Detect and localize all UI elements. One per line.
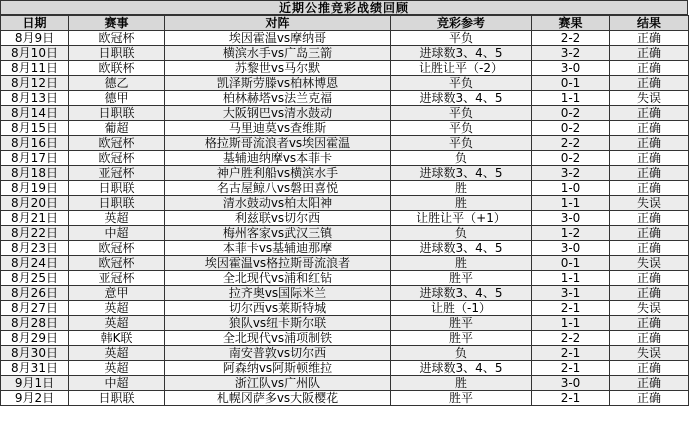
date-cell: 8月10日 xyxy=(1,46,69,61)
event-cell: 葡超 xyxy=(69,121,165,136)
date-cell: 8月25日 xyxy=(1,271,69,286)
outcome-cell: 正确 xyxy=(610,121,689,136)
match-cell: 名古屋鲸八vs磐田喜悦 xyxy=(165,181,391,196)
reference-cell: 平负 xyxy=(391,121,532,136)
outcome-cell: 正确 xyxy=(610,61,689,76)
event-cell: 欧联杯 xyxy=(69,61,165,76)
match-cell: 基辅迪纳摩vs本菲卡 xyxy=(165,151,391,166)
score-cell: 3-0 xyxy=(532,211,610,226)
reference-cell: 平负 xyxy=(391,136,532,151)
date-cell: 8月17日 xyxy=(1,151,69,166)
match-cell: 浙江队vs广州队 xyxy=(165,376,391,391)
table-row xyxy=(1,376,689,391)
score-cell: 1-1 xyxy=(532,91,610,106)
header-score: 赛果 xyxy=(532,16,610,31)
score-cell: 1-1 xyxy=(532,271,610,286)
match-cell: 梅州客家vs武汉三镇 xyxy=(165,226,391,241)
match-cell: 阿森纳vs阿斯顿维拉 xyxy=(165,361,391,376)
score-cell: 1-1 xyxy=(532,196,610,211)
date-cell: 8月20日 xyxy=(1,196,69,211)
reference-cell: 让胜让平（+1） xyxy=(391,211,532,226)
score-cell: 2-1 xyxy=(532,301,610,316)
reference-cell: 胜平 xyxy=(391,391,532,406)
reference-cell: 平负 xyxy=(391,106,532,121)
table-row xyxy=(1,181,689,196)
event-cell: 英超 xyxy=(69,316,165,331)
table-row xyxy=(1,106,689,121)
outcome-cell: 正确 xyxy=(610,271,689,286)
match-cell: 南安普敦vs切尔西 xyxy=(165,346,391,361)
header-event: 赛事 xyxy=(69,16,165,31)
event-cell: 中超 xyxy=(69,226,165,241)
score-cell: 1-1 xyxy=(532,316,610,331)
outcome-cell: 失误 xyxy=(610,196,689,211)
match-cell: 柏林赫塔vs法兰克福 xyxy=(165,91,391,106)
score-cell: 3-2 xyxy=(532,166,610,181)
event-cell: 亚冠杯 xyxy=(69,271,165,286)
date-cell: 8月24日 xyxy=(1,256,69,271)
reference-cell: 让胜让平（-2） xyxy=(391,61,532,76)
event-cell: 欧冠杯 xyxy=(69,31,165,46)
match-cell: 狼队vs纽卡斯尔联 xyxy=(165,316,391,331)
score-cell: 3-0 xyxy=(532,61,610,76)
match-cell: 切尔西vs莱斯特城 xyxy=(165,301,391,316)
results-table xyxy=(0,15,689,406)
table-row xyxy=(1,271,689,286)
date-cell: 8月28日 xyxy=(1,316,69,331)
match-cell: 马里迪莫vs查维斯 xyxy=(165,121,391,136)
table-row xyxy=(1,301,689,316)
reference-cell: 进球数3、4、5 xyxy=(391,46,532,61)
reference-cell: 进球数3、4、5 xyxy=(391,361,532,376)
match-cell: 大阪钢巴vs清水鼓动 xyxy=(165,106,391,121)
event-cell: 日职联 xyxy=(69,196,165,211)
reference-cell: 进球数3、4、5 xyxy=(391,166,532,181)
score-cell: 2-1 xyxy=(532,346,610,361)
event-cell: 欧冠杯 xyxy=(69,136,165,151)
date-cell: 8月30日 xyxy=(1,346,69,361)
match-cell: 埃因霍温vs摩纳哥 xyxy=(165,31,391,46)
outcome-cell: 正确 xyxy=(610,226,689,241)
table-row xyxy=(1,361,689,376)
event-cell: 欧冠杯 xyxy=(69,241,165,256)
date-cell: 8月27日 xyxy=(1,301,69,316)
score-cell: 2-1 xyxy=(532,361,610,376)
outcome-cell: 失误 xyxy=(610,91,689,106)
header-date: 日期 xyxy=(1,16,69,31)
match-cell: 神户胜利船vs横滨水手 xyxy=(165,166,391,181)
table-row xyxy=(1,31,689,46)
match-cell: 利兹联vs切尔西 xyxy=(165,211,391,226)
score-cell: 2-2 xyxy=(532,331,610,346)
date-cell: 8月18日 xyxy=(1,166,69,181)
score-cell: 3-1 xyxy=(532,286,610,301)
event-cell: 中超 xyxy=(69,376,165,391)
date-cell: 8月19日 xyxy=(1,181,69,196)
date-cell: 8月21日 xyxy=(1,211,69,226)
date-cell: 8月11日 xyxy=(1,61,69,76)
event-cell: 德乙 xyxy=(69,76,165,91)
outcome-cell: 正确 xyxy=(610,211,689,226)
table-row xyxy=(1,391,689,406)
score-cell: 0-2 xyxy=(532,151,610,166)
score-cell: 3-0 xyxy=(532,241,610,256)
outcome-cell: 正确 xyxy=(610,286,689,301)
date-cell: 9月1日 xyxy=(1,376,69,391)
table-row xyxy=(1,346,689,361)
outcome-cell: 正确 xyxy=(610,241,689,256)
table-row xyxy=(1,166,689,181)
outcome-cell: 正确 xyxy=(610,181,689,196)
reference-cell: 平负 xyxy=(391,76,532,91)
match-cell: 横滨水手vs广岛三箭 xyxy=(165,46,391,61)
event-cell: 韩K联 xyxy=(69,331,165,346)
outcome-cell: 正确 xyxy=(610,46,689,61)
event-cell: 日职联 xyxy=(69,106,165,121)
table-row xyxy=(1,61,689,76)
outcome-cell: 正确 xyxy=(610,106,689,121)
match-cell: 全北现代vs浦和红钻 xyxy=(165,271,391,286)
date-cell: 9月2日 xyxy=(1,391,69,406)
event-cell: 日职联 xyxy=(69,46,165,61)
score-cell: 1-0 xyxy=(532,181,610,196)
match-cell: 格拉斯哥流浪者vs埃因霍温 xyxy=(165,136,391,151)
reference-cell: 负 xyxy=(391,151,532,166)
outcome-cell: 失误 xyxy=(610,301,689,316)
outcome-cell: 正确 xyxy=(610,361,689,376)
reference-cell: 进球数3、4、5 xyxy=(391,241,532,256)
outcome-cell: 正确 xyxy=(610,151,689,166)
reference-cell: 负 xyxy=(391,346,532,361)
match-cell: 本菲卡vs基辅迪那摩 xyxy=(165,241,391,256)
table-row xyxy=(1,241,689,256)
score-cell: 3-2 xyxy=(532,46,610,61)
reference-cell: 进球数3、4、5 xyxy=(391,91,532,106)
date-cell: 8月22日 xyxy=(1,226,69,241)
score-cell: 2-1 xyxy=(532,391,610,406)
score-cell: 3-0 xyxy=(532,376,610,391)
reference-cell: 胜平 xyxy=(391,271,532,286)
header-outcome: 结果 xyxy=(610,16,689,31)
header-match: 对阵 xyxy=(165,16,391,31)
reference-cell: 胜平 xyxy=(391,316,532,331)
header-row xyxy=(1,16,689,31)
outcome-cell: 正确 xyxy=(610,391,689,406)
match-cell: 全北现代vs浦项制铁 xyxy=(165,331,391,346)
outcome-cell: 正确 xyxy=(610,31,689,46)
score-cell: 0-2 xyxy=(532,121,610,136)
score-cell: 0-2 xyxy=(532,106,610,121)
reference-cell: 平负 xyxy=(391,31,532,46)
table-row xyxy=(1,331,689,346)
date-cell: 8月16日 xyxy=(1,136,69,151)
table-row xyxy=(1,286,689,301)
date-cell: 8月14日 xyxy=(1,106,69,121)
outcome-cell: 正确 xyxy=(610,76,689,91)
table-body xyxy=(1,31,689,406)
reference-cell: 进球数3、4、5 xyxy=(391,286,532,301)
table-row xyxy=(1,46,689,61)
outcome-cell: 正确 xyxy=(610,331,689,346)
reference-cell: 负 xyxy=(391,226,532,241)
date-cell: 8月29日 xyxy=(1,331,69,346)
table-row xyxy=(1,121,689,136)
table-row xyxy=(1,196,689,211)
reference-cell: 胜 xyxy=(391,256,532,271)
event-cell: 亚冠杯 xyxy=(69,166,165,181)
event-cell: 日职联 xyxy=(69,181,165,196)
match-cell: 拉齐奥vs国际米兰 xyxy=(165,286,391,301)
date-cell: 8月15日 xyxy=(1,121,69,136)
reference-cell: 胜 xyxy=(391,376,532,391)
outcome-cell: 失误 xyxy=(610,346,689,361)
table-row xyxy=(1,151,689,166)
score-cell: 0-1 xyxy=(532,76,610,91)
reference-cell: 胜 xyxy=(391,181,532,196)
match-cell: 清水鼓动vs柏太阳神 xyxy=(165,196,391,211)
table-row xyxy=(1,91,689,106)
date-cell: 8月26日 xyxy=(1,286,69,301)
outcome-cell: 正确 xyxy=(610,136,689,151)
date-cell: 8月12日 xyxy=(1,76,69,91)
match-cell: 凯泽斯劳滕vs柏林博恩 xyxy=(165,76,391,91)
date-cell: 8月31日 xyxy=(1,361,69,376)
outcome-cell: 正确 xyxy=(610,166,689,181)
reference-cell: 胜平 xyxy=(391,331,532,346)
match-cell: 苏黎世vs马尔默 xyxy=(165,61,391,76)
event-cell: 英超 xyxy=(69,301,165,316)
score-cell: 2-2 xyxy=(532,31,610,46)
table-row xyxy=(1,316,689,331)
event-cell: 日职联 xyxy=(69,391,165,406)
outcome-cell: 失误 xyxy=(610,256,689,271)
score-cell: 1-2 xyxy=(532,226,610,241)
outcome-cell: 正确 xyxy=(610,376,689,391)
event-cell: 德甲 xyxy=(69,91,165,106)
score-cell: 2-2 xyxy=(532,136,610,151)
event-cell: 欧冠杯 xyxy=(69,256,165,271)
date-cell: 8月13日 xyxy=(1,91,69,106)
header-reference: 竞彩参考 xyxy=(391,16,532,31)
reference-cell: 让胜（-1） xyxy=(391,301,532,316)
reference-cell: 胜 xyxy=(391,196,532,211)
table-row xyxy=(1,211,689,226)
event-cell: 英超 xyxy=(69,211,165,226)
table-row xyxy=(1,136,689,151)
event-cell: 英超 xyxy=(69,346,165,361)
sheet-title: 近期公推竞彩战绩回顾 xyxy=(0,0,688,15)
score-cell: 0-1 xyxy=(532,256,610,271)
event-cell: 意甲 xyxy=(69,286,165,301)
date-cell: 8月23日 xyxy=(1,241,69,256)
event-cell: 欧冠杯 xyxy=(69,151,165,166)
table-row xyxy=(1,76,689,91)
table-row xyxy=(1,256,689,271)
table-row xyxy=(1,226,689,241)
match-cell: 札幌冈萨多vs大阪樱花 xyxy=(165,391,391,406)
event-cell: 英超 xyxy=(69,361,165,376)
match-cell: 埃因霍温vs格拉斯哥流浪者 xyxy=(165,256,391,271)
outcome-cell: 正确 xyxy=(610,316,689,331)
date-cell: 8月9日 xyxy=(1,31,69,46)
